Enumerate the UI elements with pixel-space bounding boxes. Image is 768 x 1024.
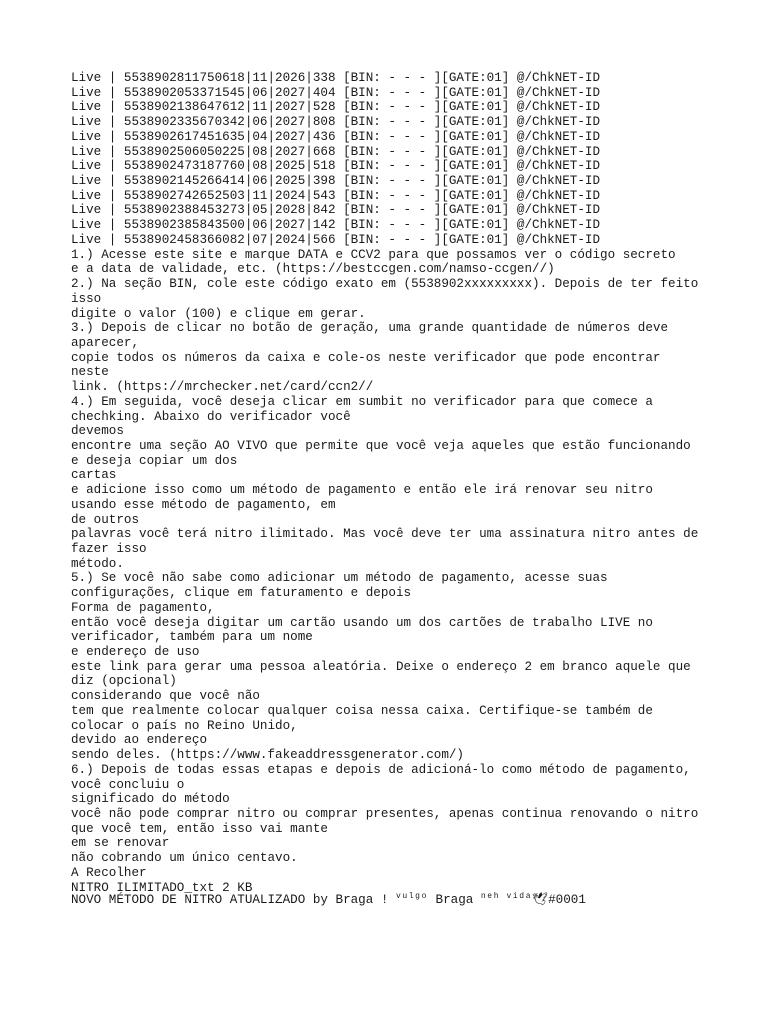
text-line: copie todos os números da caixa e cole-os neste verificador que pode encontrar <box>71 350 661 365</box>
text-line: Live | 5538902742652503|11|2024|543 [BIN: - - - ][GATE:01] @/ChkNET-ID <box>71 188 601 203</box>
text-line: Live | 5538902138647612|11|2027|528 [BIN: - - - ][GATE:01] @/ChkNET-ID <box>71 100 601 115</box>
text-line: então você deseja digitar um cartão usando um dos cartões de trabalho LIVE no <box>71 615 653 630</box>
last-line-text-b: Braga <box>428 893 481 907</box>
text-line: em se renovar <box>71 836 170 851</box>
text-line: aparecer, <box>71 335 140 350</box>
text-line: configurações, clique em faturamento e depois <box>71 586 412 601</box>
text-line: de outros <box>71 512 140 527</box>
text-line: devemos <box>71 424 124 439</box>
text-line: Live | 5538902473187760|08|2025|518 [BIN: - - - ][GATE:01] @/ChkNET-ID <box>71 159 601 174</box>
text-line: 6.) Depois de todas essas etapas e depois de adicioná-lo como método de pagamento, <box>71 762 691 777</box>
last-line-sup-b: neh vida <box>480 892 533 901</box>
text-line: Live | 5538902506050225|08|2027|668 [BIN: - - - ][GATE:01] @/ChkNET-ID <box>71 144 601 159</box>
text-line: diz (opcional) <box>71 674 177 689</box>
text-line: 3.) Depois de clicar no botão de geração, uma grande quantidade de números deve <box>71 321 669 336</box>
text-line: isso <box>71 291 102 306</box>
text-line: 1.) Acesse este site e marque DATA e CCV2 para que possamos ver o código secreto <box>71 247 676 262</box>
text-line: não cobrando um único centavo. <box>71 851 298 866</box>
text-line: significado do método <box>71 792 230 807</box>
text-line: NITRO ILIMITADO_txt 2 KB <box>71 880 253 895</box>
document-text <box>71 71 711 895</box>
text-line: link. (https://mrchecker.net/card/ccn2// <box>71 380 374 395</box>
text-line: e endereço de uso <box>71 645 200 660</box>
text-line: este link para gerar uma pessoa aleatória. Deixe o endereço 2 em branco aquele que <box>71 659 691 674</box>
text-line: você concluiu o <box>71 777 185 792</box>
last-line <box>71 893 586 910</box>
text-line: cartas <box>71 468 117 483</box>
text-line: que você tem, então isso vai mante <box>71 821 328 836</box>
text-line: Live | 5538902335670342|06|2027|808 [BIN: - - - ][GATE:01] @/ChkNET-ID <box>71 115 601 130</box>
text-line: usando esse método de pagamento, em <box>71 497 336 512</box>
text-line: verificador, também para um nome <box>71 630 313 645</box>
text-line: e deseja copiar um dos <box>71 453 238 468</box>
text-line: neste <box>71 365 109 380</box>
text-line: e adicione isso como um método de pagamento e então ele irá renovar seu nitro <box>71 483 653 498</box>
text-line: A Recolher <box>71 865 147 880</box>
text-line: Live | 5538902385843500|06|2027|142 [BIN: - - - ][GATE:01] @/ChkNET-ID <box>71 218 601 233</box>
text-line: Live | 5538902617451635|04|2027|436 [BIN: - - - ][GATE:01] @/ChkNET-ID <box>71 129 601 144</box>
last-line-text-a: NOVO MÉTODO DE NITRO ATUALIZADO by Braga ! <box>71 893 396 907</box>
text-line: você não pode comprar nitro ou comprar presentes, apenas continua renovando o nitro <box>71 806 699 821</box>
text-line: devido ao endereço <box>71 733 208 748</box>
text-line: sendo deles. (https://www.fakeaddressgenerator.com/) <box>71 748 464 763</box>
text-line: Live | 5538902388453273|05|2028|842 [BIN: - - - ][GATE:01] @/ChkNET-ID <box>71 203 601 218</box>
text-line: e a data de validade, etc. (https://bestccgen.com/namso-ccgen//) <box>71 262 555 277</box>
text-line: digite o valor (100) e clique em gerar. <box>71 306 366 321</box>
text-line: considerando que você não <box>71 689 260 704</box>
text-line: encontre uma seção AO VIVO que permite que você veja aqueles que estão funcionando <box>71 438 691 453</box>
text-line: 2.) Na seção BIN, cole este código exato em (5538902xxxxxxxxx). Depois de ter feito <box>71 277 699 292</box>
text-line: 5.) Se você não sabe como adicionar um método de pagamento, acesse suas <box>71 571 608 586</box>
text-line: tem que realmente colocar qualquer coisa nessa caixa. Certifique-se também de <box>71 703 653 718</box>
text-line: Live | 5538902811750618|11|2026|338 [BIN: - - - ][GATE:01] @/ChkNET-ID <box>71 71 601 85</box>
text-line: chechking. Abaixo do verificador você <box>71 409 351 424</box>
text-line: 4.) Em seguida, você deseja clicar em sumbit no verificador para que comece a <box>71 394 653 409</box>
text-line: Live | 5538902053371545|06|2027|404 [BIN: - - - ][GATE:01] @/ChkNET-ID <box>71 85 601 100</box>
text-line: Live | 5538902145266414|06|2025|398 [BIN: - - - ][GATE:01] @/ChkNET-ID <box>71 174 601 189</box>
text-line: palavras você terá nitro ilimitado. Mas você deve ter uma assinatura nitro antes de <box>71 527 699 542</box>
text-line: Forma de pagamento, <box>71 600 215 615</box>
text-line: método. <box>71 556 124 571</box>
text-line: Live | 5538902458366082|07|2024|566 [BIN: - - - ][GATE:01] @/ChkNET-ID <box>71 232 601 247</box>
text-line: colocar o país no Reino Unido, <box>71 718 298 733</box>
last-line-sup-a: vulgo <box>395 892 428 901</box>
last-line-text-c: 🕊#0001 <box>532 893 586 907</box>
text-line: fazer isso <box>71 542 147 556</box>
